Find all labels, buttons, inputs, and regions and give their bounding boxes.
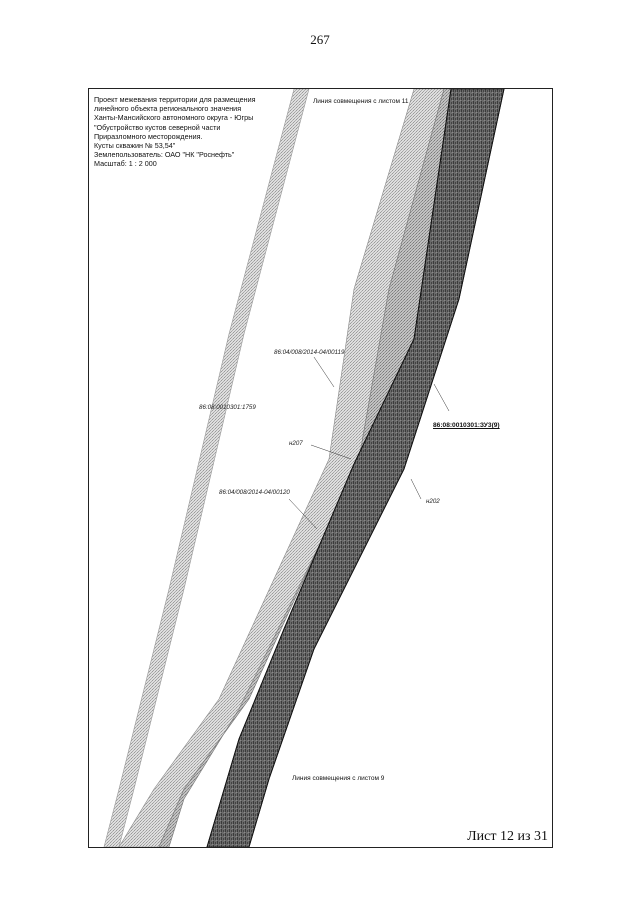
parcel-label-p3: 86:04/008/2014-04/00120 <box>219 489 290 496</box>
map-sheet <box>88 88 553 848</box>
point-label-n1: н207 <box>289 440 303 447</box>
sheet-counter: Лист 12 из 31 <box>467 829 548 844</box>
title-line: линейного объекта регионального значения <box>94 104 242 114</box>
page-number: 267 <box>310 32 330 47</box>
map-drawing <box>89 89 552 847</box>
leader-p1 <box>314 357 334 387</box>
leader-n2 <box>411 479 421 499</box>
title-line: Проект межевания территории для размещения <box>94 95 256 104</box>
parcel-label-p2: 86:08:0010301:1759 <box>199 404 256 411</box>
point-label-n2: н202 <box>426 498 440 505</box>
title-line: Кусты скважин № 53,54" <box>94 141 176 151</box>
join-line-bottom-label: Линия совмещения с листом 9 <box>292 775 385 782</box>
parcel-strip-dark <box>207 89 504 847</box>
title-line: Ханты-Мансийского автономного округа - Югры <box>94 113 254 123</box>
title-line: Приразломного месторождения. <box>94 131 203 141</box>
leader-p4 <box>434 384 449 411</box>
join-line-top-label: Линия совмещения с листом 11 <box>313 98 409 105</box>
title-line: "Обустройство кустов северной части <box>94 122 221 132</box>
title-line: Масштаб: 1 : 2 000 <box>94 159 157 169</box>
parcel-label-p1: 86:04/008/2014-04/00119 <box>274 349 345 356</box>
title-block <box>94 95 294 169</box>
title-line: Землепользователь: ОАО "НК "Роснефть" <box>94 150 235 160</box>
parcel-label-p4: 86:08:0010301:ЗУ3(9) <box>433 422 500 429</box>
